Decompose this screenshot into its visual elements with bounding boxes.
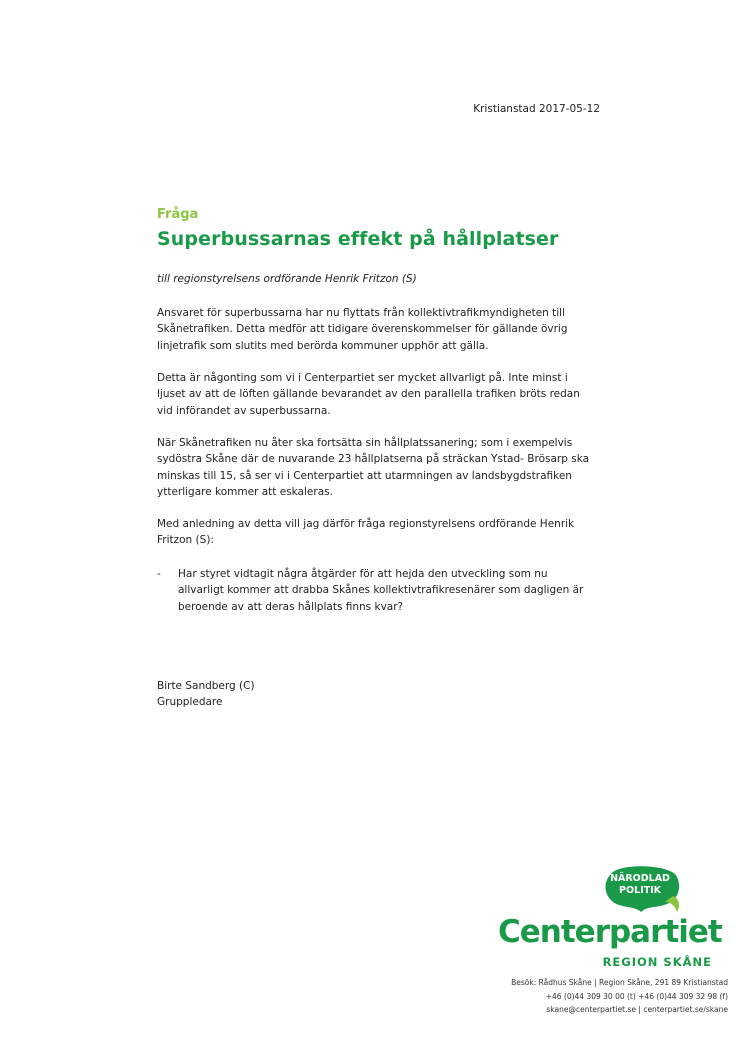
- footer-phone: +46 (0)44 309 30 00 (t) +46 (0)44 309 32 98 (f): [545, 991, 728, 1001]
- footer-address: Besök: Rådhus Skåne | Region Skåne, 291 89 Kristianstad: [511, 978, 728, 987]
- question-text: Har styret vidtagit några åtgärder för att hejda den utveckling som nu allvarligt kommer att drabba Skånes kollektivtrafikresenärer som dagligen är beroende av att deras hållplats finns kvar?: [178, 568, 584, 613]
- signature-block: [157, 678, 255, 711]
- paragraph: När Skånetrafiken nu åter ska fortsätta sin hållplatssanering; som i exempelvis sydöstra Skåne där de nuvarande 23 hållplatserna på sträckan Ystad- Brösarp ska minskas till 15, så ser vi i Centerpartiet att utarmningen av landsbygdstrafiken ytterligare kommer att eskaleras.: [157, 437, 590, 498]
- recipient-line: till regionstyrelsens ordförande Henrik Fritzon (S): [157, 273, 417, 285]
- signature-name: Birte Sandberg (C): [157, 680, 255, 692]
- badge-line-2: POLITIK: [618, 884, 661, 896]
- document-type-label: Fråga: [157, 207, 199, 222]
- paragraph: Ansvaret för superbussarna har nu flyttats från kollektivtrafikmyndigheten till Skånetrafiken. Detta medför att tidigare överenskommelser för gällande övrig linjetrafik som slutits med berörda kommuner upphör att gälla.: [157, 307, 568, 352]
- paragraph: Detta är någonting som vi i Centerpartiet ser mycket allvarligt på. Inte minst i ljuset av att de löften gällande bevarandet av den parallella trafiken bröts redan vid införandet av superbussarna.: [157, 372, 580, 417]
- paragraph: Med anledning av detta vill jag därför fråga regionstyrelsens ordförande Henrik Fritzon (S):: [157, 518, 575, 547]
- signature-role: Gruppledare: [157, 696, 223, 709]
- contact-footer: [440, 976, 728, 1017]
- region-name: REGION SKÅNE: [602, 955, 712, 969]
- bullet-marker: -: [157, 568, 161, 580]
- brand-name: Centerpartiet: [498, 914, 722, 950]
- document-title: Superbussarnas effekt på hållplatser: [157, 228, 559, 250]
- badge-line-1: NÄRODLAD: [610, 873, 670, 884]
- badge-text: [603, 873, 677, 896]
- footer-web: skane@centerpartiet.se | centerpartiet.se/skane: [546, 1005, 728, 1014]
- document-date: Kristianstad 2017-05-12: [473, 103, 600, 115]
